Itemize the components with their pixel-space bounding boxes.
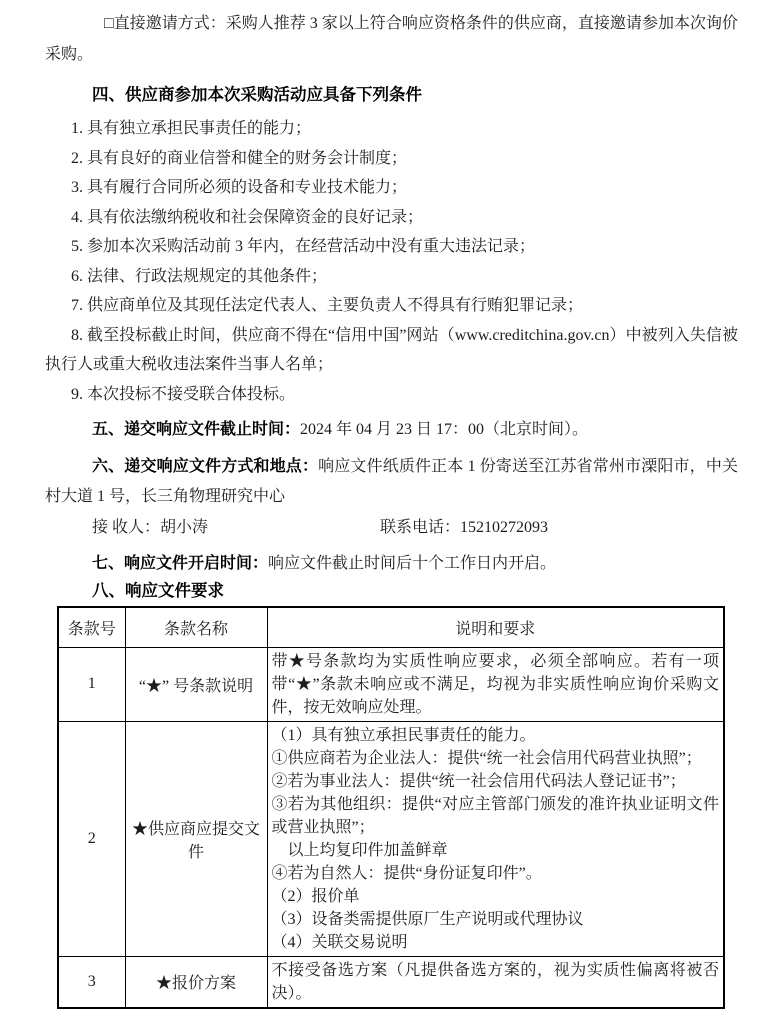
list-item: 5. 参加本次采购活动前 3 年内，在经营活动中没有重大违法记录； (71, 238, 536, 255)
clause-name: ★供应商应提交文件 (125, 721, 267, 956)
checkbox-unchecked-icon: □ (104, 15, 114, 32)
clause-description-line: （2）报价单 (271, 887, 360, 905)
list-item: 4. 具有依法缴纳税收和社会保障资金的良好记录； (71, 208, 424, 226)
table-row (58, 956, 724, 1008)
section-7-label: 七、响应文件开启时间： (92, 554, 269, 572)
section-7-value: 响应文件截止时间后十个工作日内开启。 (268, 554, 557, 572)
intro-paragraph (45, 8, 738, 70)
list-item: 9. 本次投标不接受联合体投标。 (71, 385, 296, 403)
column-header-clause-name: 条款名称 (125, 607, 267, 647)
clause-number: 1 (58, 647, 125, 721)
clause-description-line: （4）关联交易说明 (271, 933, 408, 951)
clause-number: 2 (58, 721, 125, 956)
column-header-clause-no: 条款号 (58, 607, 125, 647)
clause-description-line: ④若为自然人：提供“身份证复印件”。 (271, 864, 542, 882)
clause-number: 3 (58, 956, 125, 1008)
clause-description-line: ①供应商若为企业法人：提供“统一社会信用代码营业执照”； (271, 749, 702, 767)
clause-description (267, 721, 724, 956)
phone-number: 15210272093 (460, 518, 549, 536)
clause-description-text: 带★号条款均为实质性响应要求，必须全部响应。若有一项带“★”条款未响应或不满足，均视为非实质性响应询价采购文件，按无效响应处理。 (271, 652, 719, 716)
clause-description (267, 956, 724, 1008)
phone-label: 联系电话： (380, 518, 461, 536)
condition-list (45, 114, 738, 409)
clause-description-line: ②若为事业法人：提供“统一社会信用代码法人登记证书”； (271, 772, 686, 790)
intro-text: 直接邀请方式：采购人推荐 3 家以上符合响应资格条件的供应商，直接邀请参加本次询价采购。 (45, 15, 738, 63)
clause-description-line: （1）具有独立承担民事责任的能力。 (271, 726, 536, 744)
receiver-name: 胡小涛 (160, 518, 209, 536)
section-5-value: 2024 年 04 月 23 日 17：00（北京时间）。 (300, 421, 589, 438)
contact-line (45, 513, 738, 543)
list-item: 6. 法律、行政法规规定的其他条件； (71, 267, 328, 285)
requirements-table (57, 606, 725, 1009)
clause-description-line: 以上均复印件加盖鲜章 (271, 841, 448, 859)
table-row (58, 721, 724, 956)
section-7-opening (45, 549, 738, 580)
section-4-heading: 四、供应商参加本次采购活动应具备下列条件 (92, 86, 422, 104)
list-item: 8. 截至投标截止时间，供应商不得在“信用中国”网站（www.creditchina.gov.cn）中被列入失信被执行人或重大税收违法案件当事人名单； (45, 326, 738, 373)
receiver-label: 接 收人： (92, 518, 161, 536)
clause-description-line: ③若为其他组织：提供“对应主管部门颁发的准许执业证明文件或营业执照”； (271, 795, 719, 836)
list-item: 2. 具有良好的商业信誉和健全的财务会计制度； (71, 149, 408, 167)
table-row (58, 647, 724, 721)
section-6-value: 响应文件纸质件正本 1 份寄送至江苏省常州市溧阳市，中关村大道 1 号，长三角物理研究中心 (45, 457, 738, 505)
list-item: 7. 供应商单位及其现任法定代表人、主要负责人不得具有行贿犯罪记录； (71, 297, 584, 314)
list-item: 3. 具有履行合同所必须的设备和专业技术能力； (71, 179, 408, 196)
section-5-deadline (45, 415, 738, 446)
table-header-row (58, 607, 724, 647)
section-6-label: 六、递交响应文件方式和地点： (92, 457, 319, 475)
section-5-label: 五、递交响应文件截止时间： (92, 421, 301, 438)
clause-description-line: （3）设备类需提供原厂生产说明或代理协议 (271, 910, 584, 928)
list-item: 1. 具有独立承担民事责任的能力； (71, 120, 312, 137)
clause-description-text: 不接受备选方案（凡提供备选方案的，视为实质性偏离将被否决）。 (271, 961, 719, 1002)
section-6-delivery (45, 452, 738, 513)
column-header-description: 说明和要求 (267, 607, 724, 647)
clause-description (267, 647, 724, 721)
section-8-heading: 八、响应文件要求 (92, 582, 224, 600)
clause-name: ★报价方案 (125, 956, 267, 1008)
clause-name: “★” 号条款说明 (125, 647, 267, 721)
